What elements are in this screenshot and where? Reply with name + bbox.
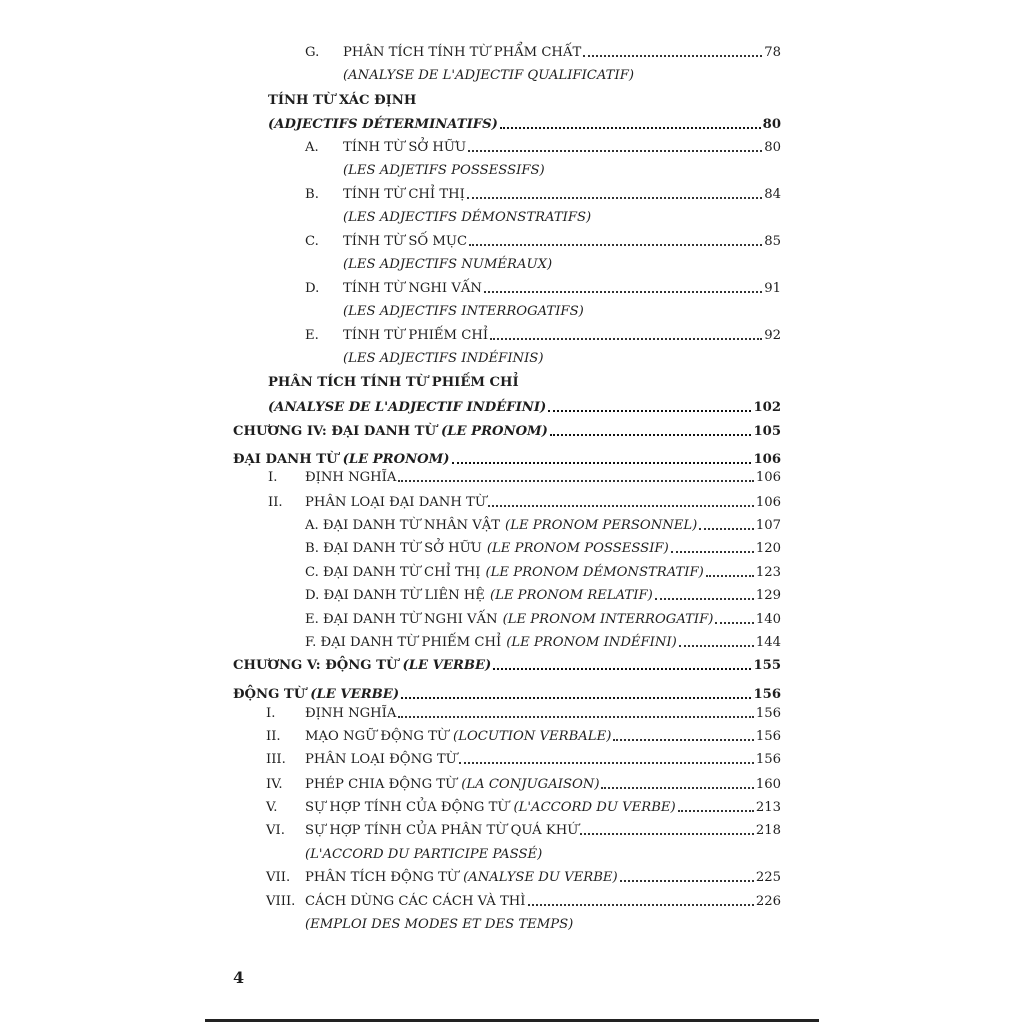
leader-dots (500, 127, 761, 129)
entry-subtitle: (L'ACCORD DU PARTICIPE PASSÉ) (305, 847, 543, 862)
entry-subtitle: (LES ADJECTIFS INDÉFINIS) (343, 351, 544, 366)
entry-title: CHƯƠNG IV: ĐẠI DANH TỪ (233, 424, 436, 439)
entry-page: 123 (755, 565, 781, 580)
leader-dots (601, 787, 753, 789)
toc-entry (268, 117, 781, 132)
entry-number: III. (266, 752, 286, 767)
entry-title: ĐỊNH NGHĨA (305, 706, 397, 721)
leader-dots (679, 645, 754, 647)
entry-title: ĐẠI DANH TỪ (233, 452, 338, 467)
entry-title: MẠO NGỮ ĐỘNG TỪ (305, 729, 449, 744)
entry-title: PHÉP CHIA ĐỘNG TỪ (305, 777, 457, 792)
entry-page: 105 (753, 424, 781, 439)
entry-number: IV. (266, 777, 283, 792)
entry-subtitle: (ANALYSE DE L'ADJECTIF QUALIFICATIF) (343, 68, 634, 83)
section-heading (268, 93, 781, 108)
section-entry (233, 452, 781, 467)
leader-dots (398, 716, 753, 718)
toc-entry (305, 187, 781, 202)
entry-title: TÍNH TỪ PHIẾM CHỈ (343, 328, 489, 343)
entry-title-french: (LE PRONOM) (441, 424, 548, 439)
entry-title-french: (ANALYSE DU VERBE) (463, 870, 618, 885)
toc-entry (266, 823, 781, 838)
entry-page: 80 (764, 140, 781, 155)
entry-page: 156 (755, 752, 781, 767)
entry-page: 218 (755, 823, 781, 838)
entry-title-french: (L'ACCORD DU VERBE) (513, 800, 676, 815)
entry-number: II. (268, 495, 283, 510)
toc-entry (266, 752, 781, 767)
entry-page: 102 (753, 400, 781, 415)
entry-subtitle: (EMPLOI DES MODES ET DES TEMPS) (305, 917, 574, 932)
entry-title: ĐỊNH NGHĨA (305, 470, 397, 485)
entry-page: 225 (755, 870, 781, 885)
entry-title: C. ĐẠI DANH TỪ CHỈ THỊ (305, 565, 481, 580)
chapter-entry (233, 424, 781, 439)
leader-dots (548, 410, 751, 412)
leader-dots (401, 697, 751, 699)
toc-entry (305, 565, 781, 580)
toc-entry (305, 541, 781, 556)
entry-page: 213 (755, 800, 781, 815)
entry-title-french: (LE VERBE) (310, 687, 400, 702)
entry-title: D. ĐẠI DANH TỪ LIÊN HỆ (305, 588, 485, 603)
toc-entry (266, 777, 781, 792)
toc-entry (266, 729, 781, 744)
entry-title-french: (LA CONJUGAISON) (461, 777, 600, 792)
toc-entry (268, 470, 781, 485)
toc-entry (266, 894, 781, 909)
toc-entry (266, 706, 781, 721)
entry-page: 156 (755, 729, 781, 744)
toc-entry (266, 800, 781, 815)
entry-number: D. (305, 281, 320, 296)
entry-title: PHÂN TÍCH ĐỘNG TỪ (305, 870, 459, 885)
entry-page: 80 (762, 117, 781, 132)
entry-subtitle: (LES ADJECTIFS INTERROGATIFS) (343, 304, 584, 319)
entry-title: PHÂN LOẠI ĐỘNG TỪ (305, 752, 457, 767)
entry-number: V. (266, 800, 278, 815)
toc-entry (266, 870, 781, 885)
leader-dots (715, 622, 753, 624)
leader-dots (484, 291, 762, 293)
entry-title-french: (LE PRONOM RELATIF) (489, 588, 653, 603)
entry-title: SỰ HỢP TÍNH CỦA ĐỘNG TỪ (305, 800, 509, 815)
entry-number: G. (305, 45, 320, 60)
entry-title: SỰ HỢP TÍNH CỦA PHÂN TỪ QUÁ KHỨ (305, 823, 579, 838)
chapter-entry (233, 658, 781, 673)
toc-entry (305, 518, 781, 533)
entry-title-french: (LE VERBE) (402, 658, 492, 673)
entry-title: ĐỘNG TỪ (233, 687, 306, 702)
leader-dots (452, 462, 752, 464)
leader-dots (468, 150, 762, 152)
entry-page: 106 (755, 470, 781, 485)
entry-page: 92 (764, 328, 781, 343)
entry-page: 120 (755, 541, 781, 556)
entry-title-french: (LE PRONOM) (342, 452, 450, 467)
leader-dots (671, 551, 754, 553)
leader-dots (580, 833, 754, 835)
leader-dots (620, 880, 754, 882)
entry-page: 107 (755, 518, 781, 533)
toc-entry (268, 495, 781, 510)
entry-title: TÍNH TỪ SỞ HỮU (343, 140, 467, 155)
entry-page: 84 (764, 187, 781, 202)
leader-dots (490, 338, 762, 340)
entry-subtitle: (LES ADJECTIFS DÉMONSTRATIFS) (343, 210, 592, 225)
toc-entry (305, 328, 781, 343)
entry-page: 91 (764, 281, 781, 296)
entry-number: A. (305, 140, 319, 155)
section-heading (268, 375, 781, 390)
entry-page: 155 (753, 658, 781, 673)
leader-dots (467, 197, 762, 199)
entry-page: 144 (755, 635, 781, 650)
entry-number: VII. (266, 870, 291, 885)
entry-number: C. (305, 234, 319, 249)
entry-page: 85 (764, 234, 781, 249)
toc-entry (305, 612, 781, 627)
entry-title-french: (LE PRONOM INTERROGATIF) (502, 612, 714, 627)
entry-title: CÁCH DÙNG CÁC CÁCH VÀ THÌ (305, 894, 526, 909)
leader-dots (469, 244, 762, 246)
toc-entry (305, 45, 781, 60)
leader-dots (493, 668, 751, 670)
entry-title: B. ĐẠI DANH TỪ SỞ HỮU (305, 541, 482, 556)
toc-entry (305, 635, 781, 650)
page-number: 4 (233, 968, 245, 987)
entry-page: 140 (755, 612, 781, 627)
entry-page: 106 (755, 495, 781, 510)
toc-entry (305, 234, 781, 249)
leader-dots (699, 528, 754, 530)
entry-number: I. (268, 470, 278, 485)
entry-title: PHÂN TÍCH TÍNH TỪ PHIẾM CHỈ (268, 375, 519, 390)
entry-page: 156 (755, 706, 781, 721)
entry-number: I. (266, 706, 276, 721)
entry-page: 156 (753, 687, 781, 702)
entry-title-french: (LE PRONOM PERSONNEL) (505, 518, 698, 533)
entry-title-french: (LE PRONOM INDÉFINI) (506, 635, 677, 650)
leader-dots (550, 434, 752, 436)
entry-number: B. (305, 187, 319, 202)
entry-number: VIII. (266, 894, 296, 909)
entry-subtitle: (LES ADJECTIFS NUMÉRAUX) (343, 257, 553, 272)
leader-dots (655, 598, 754, 600)
entry-number: II. (266, 729, 281, 744)
leader-dots (398, 480, 753, 482)
leader-dots (528, 904, 754, 906)
leader-dots (583, 55, 762, 57)
entry-title: TÍNH TỪ XÁC ĐỊNH (268, 93, 417, 108)
entry-title-french: (LE PRONOM DÉMONSTRATIF) (485, 565, 704, 580)
toc-entry (268, 400, 781, 415)
entry-page: 78 (764, 45, 781, 60)
toc-entry (305, 140, 781, 155)
entry-number: VI. (266, 823, 285, 838)
leader-dots (678, 810, 754, 812)
entry-subtitle: (LES ADJETIFS POSSESSIFS) (343, 163, 545, 178)
toc-entry (305, 588, 781, 603)
entry-title-french: (LE PRONOM POSSESSIF) (486, 541, 669, 556)
bottom-rule (205, 1019, 819, 1022)
entry-number: E. (305, 328, 319, 343)
entry-title-french: (ADJECTIFS DÉTERMINATIFS) (268, 117, 498, 132)
leader-dots (488, 505, 754, 507)
leader-dots (613, 739, 753, 741)
entry-page: 106 (753, 452, 781, 467)
entry-title: TÍNH TỪ CHỈ THỊ (343, 187, 465, 202)
entry-title: PHÂN LOẠI ĐẠI DANH TỪ (305, 495, 486, 510)
toc-entry (305, 281, 781, 296)
entry-title: F. ĐẠI DANH TỪ PHIẾM CHỈ (305, 635, 502, 650)
entry-page: 160 (755, 777, 781, 792)
leader-dots (459, 762, 754, 764)
entry-title: TÍNH TỪ NGHI VẤN (343, 281, 482, 296)
leader-dots (706, 575, 754, 577)
entry-page: 129 (755, 588, 781, 603)
entry-title: CHƯƠNG V: ĐỘNG TỪ (233, 658, 398, 673)
entry-title: E. ĐẠI DANH TỪ NGHI VẤN (305, 612, 498, 627)
entry-title: PHÂN TÍCH TÍNH TỪ PHẨM CHẤT (343, 45, 582, 60)
entry-page: 226 (755, 894, 781, 909)
entry-title: TÍNH TỪ SỐ MỤC (343, 234, 468, 249)
section-entry (233, 687, 781, 702)
entry-title: A. ĐẠI DANH TỪ NHÂN VẬT (305, 518, 501, 533)
entry-title-french: (ANALYSE DE L'ADJECTIF INDÉFINI) (268, 400, 547, 415)
entry-title-french: (LOCUTION VERBALE) (453, 729, 612, 744)
